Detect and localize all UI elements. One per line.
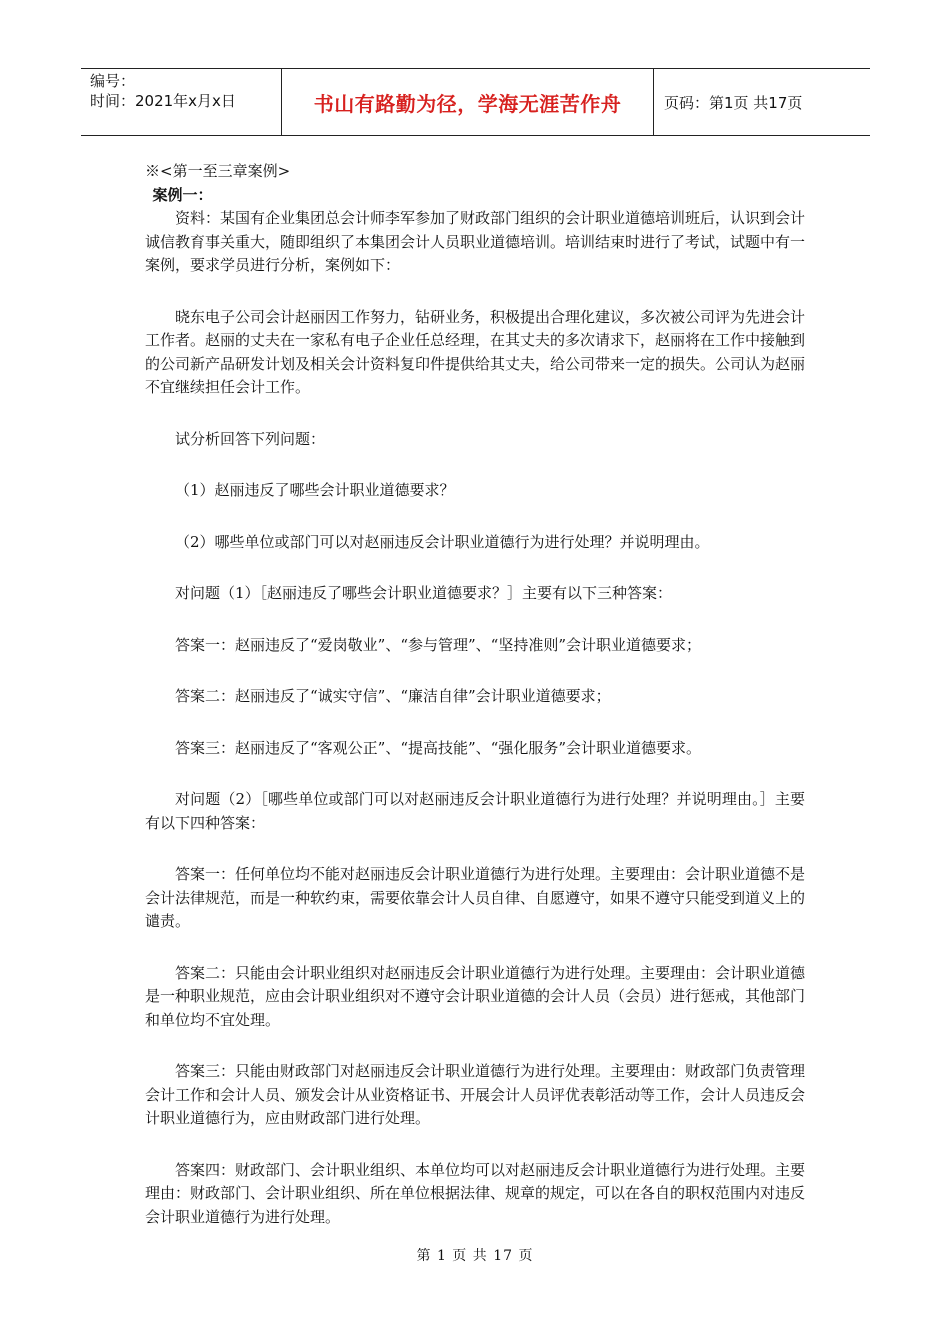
answer-1-2: 答案二：赵丽违反了“诚实守信”、“廉洁自律”会计职业道德要求； <box>175 687 611 705</box>
answer-2-1: 答案一：任何单位均不能对赵丽违反会计职业道德行为进行处理。主要理由：会计职业道德不是会计法律规范，而是一种软约束，需要依靠会计人员自律、自愿遵守，如果不遵守只能受到道义上的谴责。 <box>145 865 806 930</box>
paragraph-case: 晓东电子公司会计赵丽因工作努力，钻研业务，积极提出合理化建议，多次被公司评为先进会计工作者。赵丽的丈夫在一家私有电子企业任总经理，在其丈夫的多次请求下，赵丽将在工作中接触到的公司新产品研发计划及相关会计资料复印件提供给其丈夫，给公司带来一定的损失。公司认为赵丽不宜继续担任会计工作。 <box>145 307 806 396</box>
header-page-info: 页码：第1页 共17页 <box>664 93 803 112</box>
answer-2-3: 答案三：只能由财政部门对赵丽违反会计职业道德行为进行处理。主要理由：财政部门负责管理会计工作和会计人员、颁发会计从业资格证书、开展会计人员评优表彰活动等工作，会计人员违反会计职业道德行为，应由财政部门进行处理。 <box>145 1062 806 1127</box>
case-title: 案例一： <box>152 185 213 204</box>
document-body <box>145 160 805 1229</box>
question-1: （1）赵丽违反了哪些会计职业道德要求？ <box>175 481 455 499</box>
answers-1-intro: 对问题（1）［赵丽违反了哪些会计职业道德要求？］主要有以下三种答案： <box>175 584 673 602</box>
document-date-label: 时间：2021年x月x日 <box>90 92 236 110</box>
header-meta <box>81 69 281 135</box>
document-header <box>81 68 870 136</box>
paragraph-question-intro: 试分析回答下列问题： <box>175 429 326 448</box>
answer-1-3: 答案三：赵丽违反了“客观公正”、“提高技能”、“强化服务”会计职业道德要求。 <box>175 738 702 757</box>
answers-2-intro: 对问题（2）［哪些单位或部门可以对赵丽违反会计职业道德行为进行处理？并说明理由。］主要有以下四种答案： <box>145 790 805 832</box>
answer-2-4: 答案四：财政部门、会计职业组织、本单位均可以对赵丽违反会计职业道德行为进行处理。主要理由：财政部门、会计职业组织、所在单位根据法律、规章的规定，可以在各自的职权范围内对违反会计职业道德行为进行处理。 <box>145 1160 806 1226</box>
answer-2-2: 答案二：只能由会计职业组织对赵丽违反会计职业道德行为进行处理。主要理由：会计职业道德是一种职业规范，应由会计职业组织对不遵守会计职业道德的会计人员（会员）进行惩戒，其他部门和单位均不宜处理。 <box>145 963 806 1029</box>
question-2: （2）哪些单位或部门可以对赵丽违反会计职业道德行为进行处理？并说明理由。 <box>175 532 710 551</box>
paragraph-material: 资料：某国有企业集团总会计师李军参加了财政部门组织的会计职业道德培训班后，认识到会计诚信教育事关重大，随即组织了本集团会计人员职业道德培训。培训结束时进行了考试，试题中有一案例，要求学员进行分析，案例如下： <box>145 209 806 274</box>
section-heading: ※<第一至三章案例> <box>145 162 291 180</box>
document-number-label: 编号： <box>90 72 136 90</box>
answer-1-1: 答案一：赵丽违反了“爱岗敬业”、“参与管理”、“坚持准则”会计职业道德要求； <box>175 635 702 654</box>
page-footer: 第 1 页 共 17 页 <box>416 1248 534 1264</box>
header-motto: 书山有路勤为径，学海无涯苦作舟 <box>281 69 654 135</box>
